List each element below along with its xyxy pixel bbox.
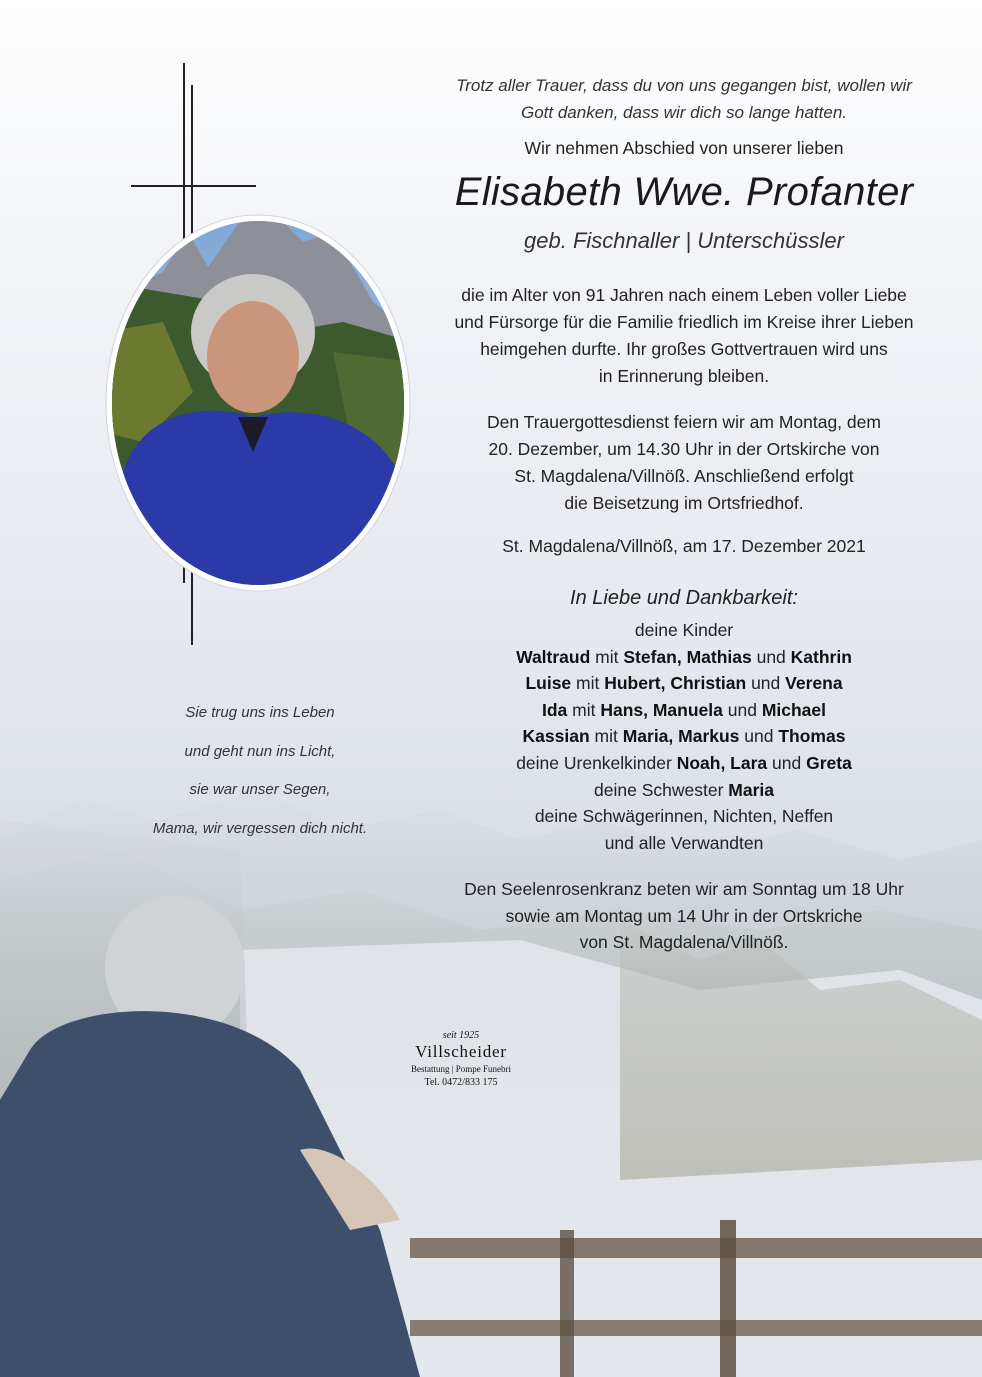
mourners-line: deine Schwester Maria bbox=[594, 779, 774, 800]
text-line: die im Alter von 91 Jahren nach einem Leben voller Liebe bbox=[461, 285, 907, 305]
birth-name: geb. Fischnaller | Unterschüssler bbox=[524, 228, 844, 253]
mourners-line: deine Schwägerinnen, Nichten, Neffen bbox=[534, 806, 834, 827]
text-line: St. Magdalena/Villnöß. Anschließend erfolgt bbox=[514, 466, 854, 486]
portrait-photo bbox=[103, 212, 413, 594]
mourners-line: Waltraud mit Stefan, Mathias und Kathrin bbox=[516, 646, 852, 667]
opening-quote-line: Trotz aller Trauer, dass du von uns gegangen bist, wollen wir bbox=[456, 76, 912, 95]
life-statement bbox=[418, 282, 950, 390]
funeral-home-logo bbox=[388, 1030, 534, 1091]
mourners-line: und alle Verwandten bbox=[604, 832, 764, 853]
rosary-info bbox=[418, 876, 950, 956]
mourners-line: deine Kinder bbox=[634, 620, 734, 640]
text-line: sowie am Montag um 14 Uhr in der Ortskriche bbox=[505, 905, 863, 926]
intro-text: Wir nehmen Abschied von unserer lieben bbox=[524, 138, 844, 158]
logo-brand: Villscheider bbox=[415, 1042, 507, 1061]
funeral-service-info bbox=[418, 409, 950, 517]
mourners-line: Ida mit Hans, Manuela und Michael bbox=[541, 699, 827, 720]
text-line: und Fürsorge für die Familie friedlich im Kreise ihrer Lieben bbox=[454, 312, 914, 332]
text-line: von St. Magdalena/Villnöß. bbox=[579, 932, 789, 953]
cross-horizontal-line bbox=[131, 185, 256, 187]
opening-quote bbox=[418, 72, 950, 126]
mourners-line: Kassian mit Maria, Markus und Thomas bbox=[522, 726, 846, 747]
logo-since: seit 1925 bbox=[442, 1030, 480, 1041]
deceased-name: Elisabeth Wwe. Profanter bbox=[454, 170, 914, 214]
poem-line: sie war unser Segen, bbox=[189, 781, 331, 799]
logo-subtitle: Bestattung | Pompe Funebri bbox=[410, 1064, 512, 1074]
logo-phone: Tel. 0472/833 175 bbox=[424, 1077, 498, 1088]
mourners-line: deine Urenkelkinder Noah, Lara und Greta bbox=[516, 752, 852, 773]
poem-line: Sie trug uns ins Leben bbox=[185, 704, 335, 721]
poem-line: Mama, wir vergessen dich nicht. bbox=[152, 820, 368, 838]
opening-quote-line: Gott danken, dass wir dich so lange hatten. bbox=[520, 103, 848, 122]
text-line: die Beisetzung im Ortsfriedhof. bbox=[564, 493, 804, 513]
memorial-poem bbox=[135, 694, 385, 849]
text-line: heimgehen durfte. Ihr großes Gottvertrauen wird uns bbox=[480, 339, 888, 359]
text-line: in Erinnerung bleiben. bbox=[598, 366, 770, 386]
mourners-list bbox=[418, 617, 950, 856]
mourners-line: Luise mit Hubert, Christian und Verena bbox=[525, 673, 843, 694]
poem-line: und geht nun ins Licht, bbox=[184, 742, 336, 760]
text-line: Den Seelenrosenkranz beten wir am Sonntag um 18 Uhr bbox=[464, 879, 904, 899]
place-and-date: St. Magdalena/Villnöß, am 17. Dezember 2021 bbox=[502, 536, 866, 556]
text-line: 20. Dezember, um 14.30 Uhr in der Ortskirche von bbox=[488, 439, 880, 459]
text-line: Den Trauergottesdienst feiern wir am Montag, dem bbox=[487, 412, 881, 432]
thanks-heading: In Liebe und Dankbarkeit: bbox=[570, 587, 798, 609]
